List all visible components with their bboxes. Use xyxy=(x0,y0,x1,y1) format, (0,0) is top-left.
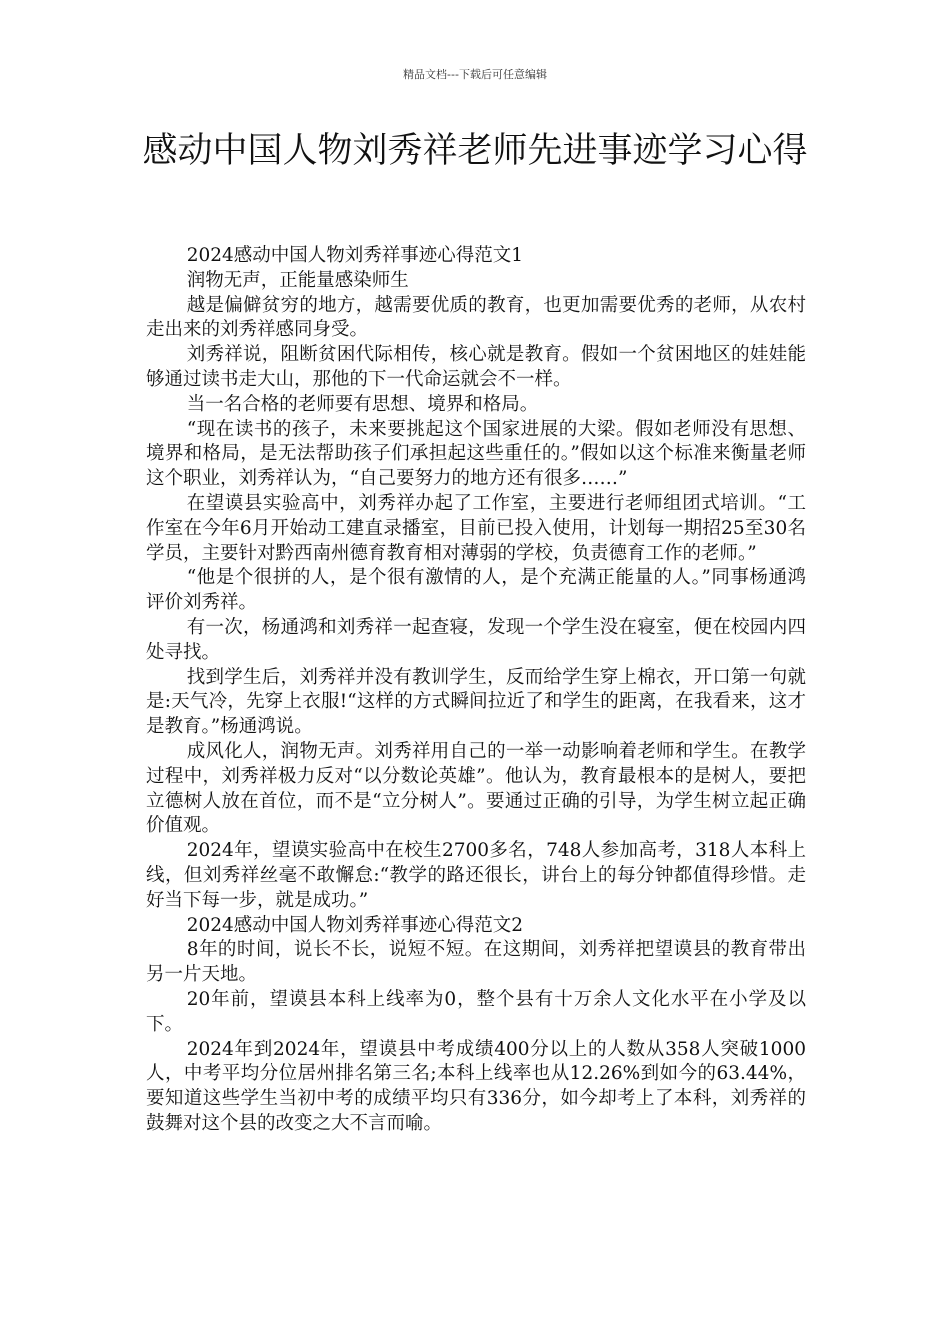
page-header-note: 精品文档---下载后可任意编辑 xyxy=(403,68,547,81)
paragraph: 越是偏僻贫穷的地方，越需要优质的教育，也更加需要优秀的老师，从农村走出来的刘秀祥感同身受。 xyxy=(146,294,806,341)
paragraph: 20年前，望谟县本科上线率为0，整个县有十万余人文化水平在小学及以下。 xyxy=(146,988,806,1035)
document-body xyxy=(146,244,806,1137)
paragraph: 有一次，杨通鸿和刘秀祥一起查寝，发现一个学生没在寝室，便在校园内四处寻找。 xyxy=(146,616,806,663)
paragraph-subheading: 2024感动中国人物刘秀祥事迹心得范文2 xyxy=(186,914,524,936)
paragraph: 在望谟县实验高中，刘秀祥办起了工作室，主要进行老师组团式培训。“工作室在今年6月开始动工建直录播室，目前已投入使用，计划每一期招25至30名学员，主要针对黔西南州德育教育相对薄弱的学校，负责德育工作的老师。” xyxy=(146,492,806,564)
paragraph: 刘秀祥说，阻断贫困代际相传，核心就是教育。假如一个贫困地区的娃娃能够通过读书走大山，那他的下一代命运就会不一样。 xyxy=(146,344,806,390)
paragraph: 2024年，望谟实验高中在校生2700多名，748人参加高考，318人本科上线，但刘秀祥丝毫不敢懈怠:“教学的路还很长，讲台上的每分钟都值得珍惜。走好当下每一步，就是成功。” xyxy=(146,840,806,911)
paragraph-subheading: 润物无声，正能量感染师生 xyxy=(186,269,409,291)
paragraph: “现在读书的孩子，未来要挑起这个国家进展的大梁。假如老师没有思想、境界和格局，是无法帮助孩子们承担起这些重任的。”假如以这个标准来衡量老师这个职业，刘秀祥认为，“自己要努力的地方还有很多……” xyxy=(146,418,806,490)
paragraph-subheading: 2024感动中国人物刘秀祥事迹心得范文1 xyxy=(186,245,524,266)
paragraph: 找到学生后，刘秀祥并没有教训学生，反而给学生穿上棉衣，开口第一句就是:天气冷，先穿上衣服!“这样的方式瞬间拉近了和学生的距离，在我看来，这才是教育。”杨通鸿说。 xyxy=(146,666,806,738)
paragraph: 8年的时间，说长不长，说短不短。在这期间，刘秀祥把望谟县的教育带出另一片天地。 xyxy=(146,939,806,986)
paragraph: 成风化人，润物无声。刘秀祥用自己的一举一动影响着老师和学生。在教学过程中，刘秀祥极力反对“以分数论英雄”。他认为，教育最根本的是树人，要把立德树人放在首位，而不是“立分树人”。要通过正确的引导，为学生树立起正确价值观。 xyxy=(146,740,806,837)
paragraph: 当一名合格的老师要有思想、境界和格局。 xyxy=(186,393,539,415)
document-title: 感动中国人物刘秀祥老师先进事迹学习心得 xyxy=(142,131,808,171)
paragraph: “他是个很拼的人，是个很有激情的人，是个充满正能量的人。”同事杨通鸿评价刘秀祥。 xyxy=(146,567,806,614)
paragraph: 2024年到2024年，望谟县中考成绩400分以上的人数从358人突破1000人，中考平均分位居州排名第三名;本科上线率也从12.26%到如今的63.44%，要知道这些学生当初中考的成绩平均只有336分，如今却考上了本科，刘秀祥的鼓舞对这个县的改变之大不言而喻。 xyxy=(146,1038,806,1134)
